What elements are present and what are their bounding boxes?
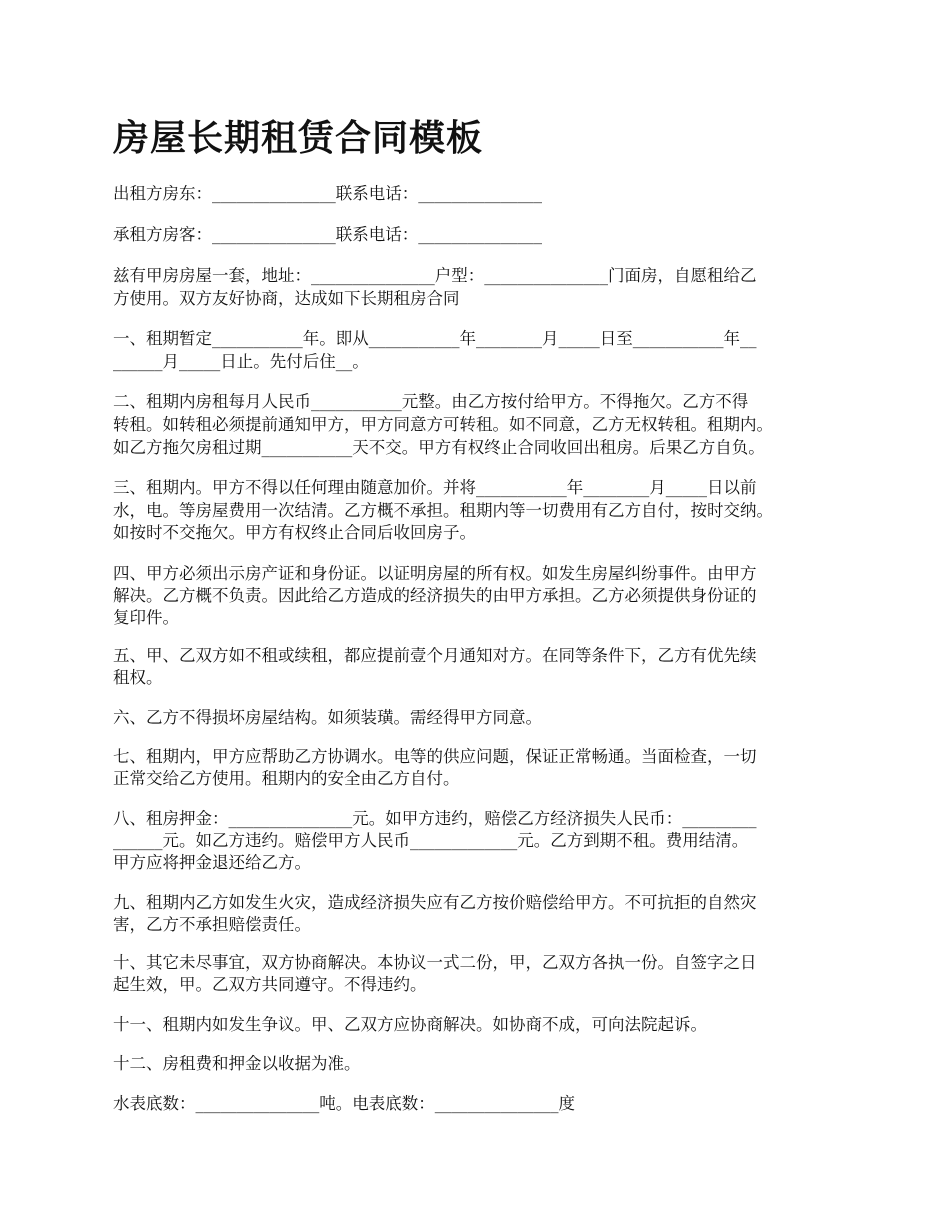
clause-1-line-1: 一、租期暂定___________年。即从___________年________月_____日至___________年__ [113,329,757,348]
clause-10-line-2: 起生效，甲。乙双方共同遵守。不得违约。 [113,975,427,994]
clause-7-line-1: 七、租期内，甲方应帮助乙方协调水。电等的供应问题，保证正常畅通。当面检查，一切 [113,747,757,766]
clause-12-line-1: 十二、房租费和押金以收据为准。 [113,1054,361,1073]
clause-4-line-3: 复印件。 [113,608,179,627]
clause-8-line-2: ______元。如乙方违约。赔偿甲方人民币_____________元。乙方到期不租。费用结清。 [113,831,749,850]
clause-11-line-1: 十一、租期内如发生争议。甲、乙双方应协商解决。如协商不成，可向法院起诉。 [113,1015,707,1034]
clause-1-line-2: ______月_____日止。先付后住__。 [113,352,369,371]
clause-10-line-1: 十、其它未尽事宜，双方协商解决。本协议一式二份，甲，乙双方各执一份。自签字之日 [113,953,757,972]
clause-7-line-2: 正常交给乙方使用。租期内的安全由乙方自付。 [113,769,460,788]
landlord-contact-line: 出租方房东：_______________联系电话：_______________ [113,184,542,203]
intro-line-1: 兹有甲房房屋一套，地址：_______________户型：_______________门面房，自愿租给乙 [113,266,757,285]
clause-3-line-3: 如按时不交拖欠。甲方有权终止合同后收回房子。 [113,523,476,542]
meter-readings-line: 水表底数：_______________吨。电表底数：_______________度 [113,1094,575,1113]
clause-9-line-1: 九、租期内乙方如发生火灾，造成经济损失应有乙方按价赔偿给甲方。不可抗拒的自然灾 [113,893,757,912]
clause-2-line-2: 转租。如转租必须提前通知甲方，甲方同意方可转租。如不同意，乙方无权转租。租期内。 [113,415,773,434]
clause-4-line-1: 四、甲方必须出示房产证和身份证。以证明房屋的所有权。如发生房屋纠纷事件。由甲方 [113,564,757,583]
clause-5-line-2: 租权。 [113,668,163,687]
tenant-contact-line: 承租方房客：_______________联系电话：_______________ [113,225,542,244]
document-title: 房屋长期租赁合同模板 [113,118,484,159]
clause-4-line-2: 解决。乙方概不负责。因此给乙方造成的经济损失的由甲方承担。乙方必须提供身份证的 [113,586,757,605]
clause-2-line-3: 如乙方拖欠房租过期___________天不交。甲方有权终止合同收回出租房。后果乙方自负。 [113,438,765,457]
clause-3-line-2: 水，电。等房屋费用一次结清。乙方概不承担。租期内等一切费用有乙方自付，按时交纳。 [113,501,773,520]
clause-9-line-2: 害，乙方不承担赔偿责任。 [113,915,311,934]
intro-line-2: 方使用。双方友好协商，达成如下长期租房合同 [113,289,460,308]
clause-2-line-1: 二、租期内房租每月人民币___________元整。由乙方按付给甲方。不得拖欠。乙方不得 [113,392,749,411]
clause-5-line-1: 五、甲、乙双方如不租或续租，都应提前壹个月通知对方。在同等条件下，乙方有优先续 [113,646,757,665]
clause-6-line-1: 六、乙方不得损坏房屋结构。如须装璜。需经得甲方同意。 [113,708,542,727]
clause-8-line-1: 八、租房押金：_______________元。如甲方违约，赔偿乙方经济损失人民币：_________ [113,809,757,828]
clause-8-line-3: 甲方应将押金退还给乙方。 [113,853,311,872]
clause-3-line-1: 三、租期内。甲方不得以任何理由随意加价。并将___________年________月_____日以前 [113,478,757,497]
